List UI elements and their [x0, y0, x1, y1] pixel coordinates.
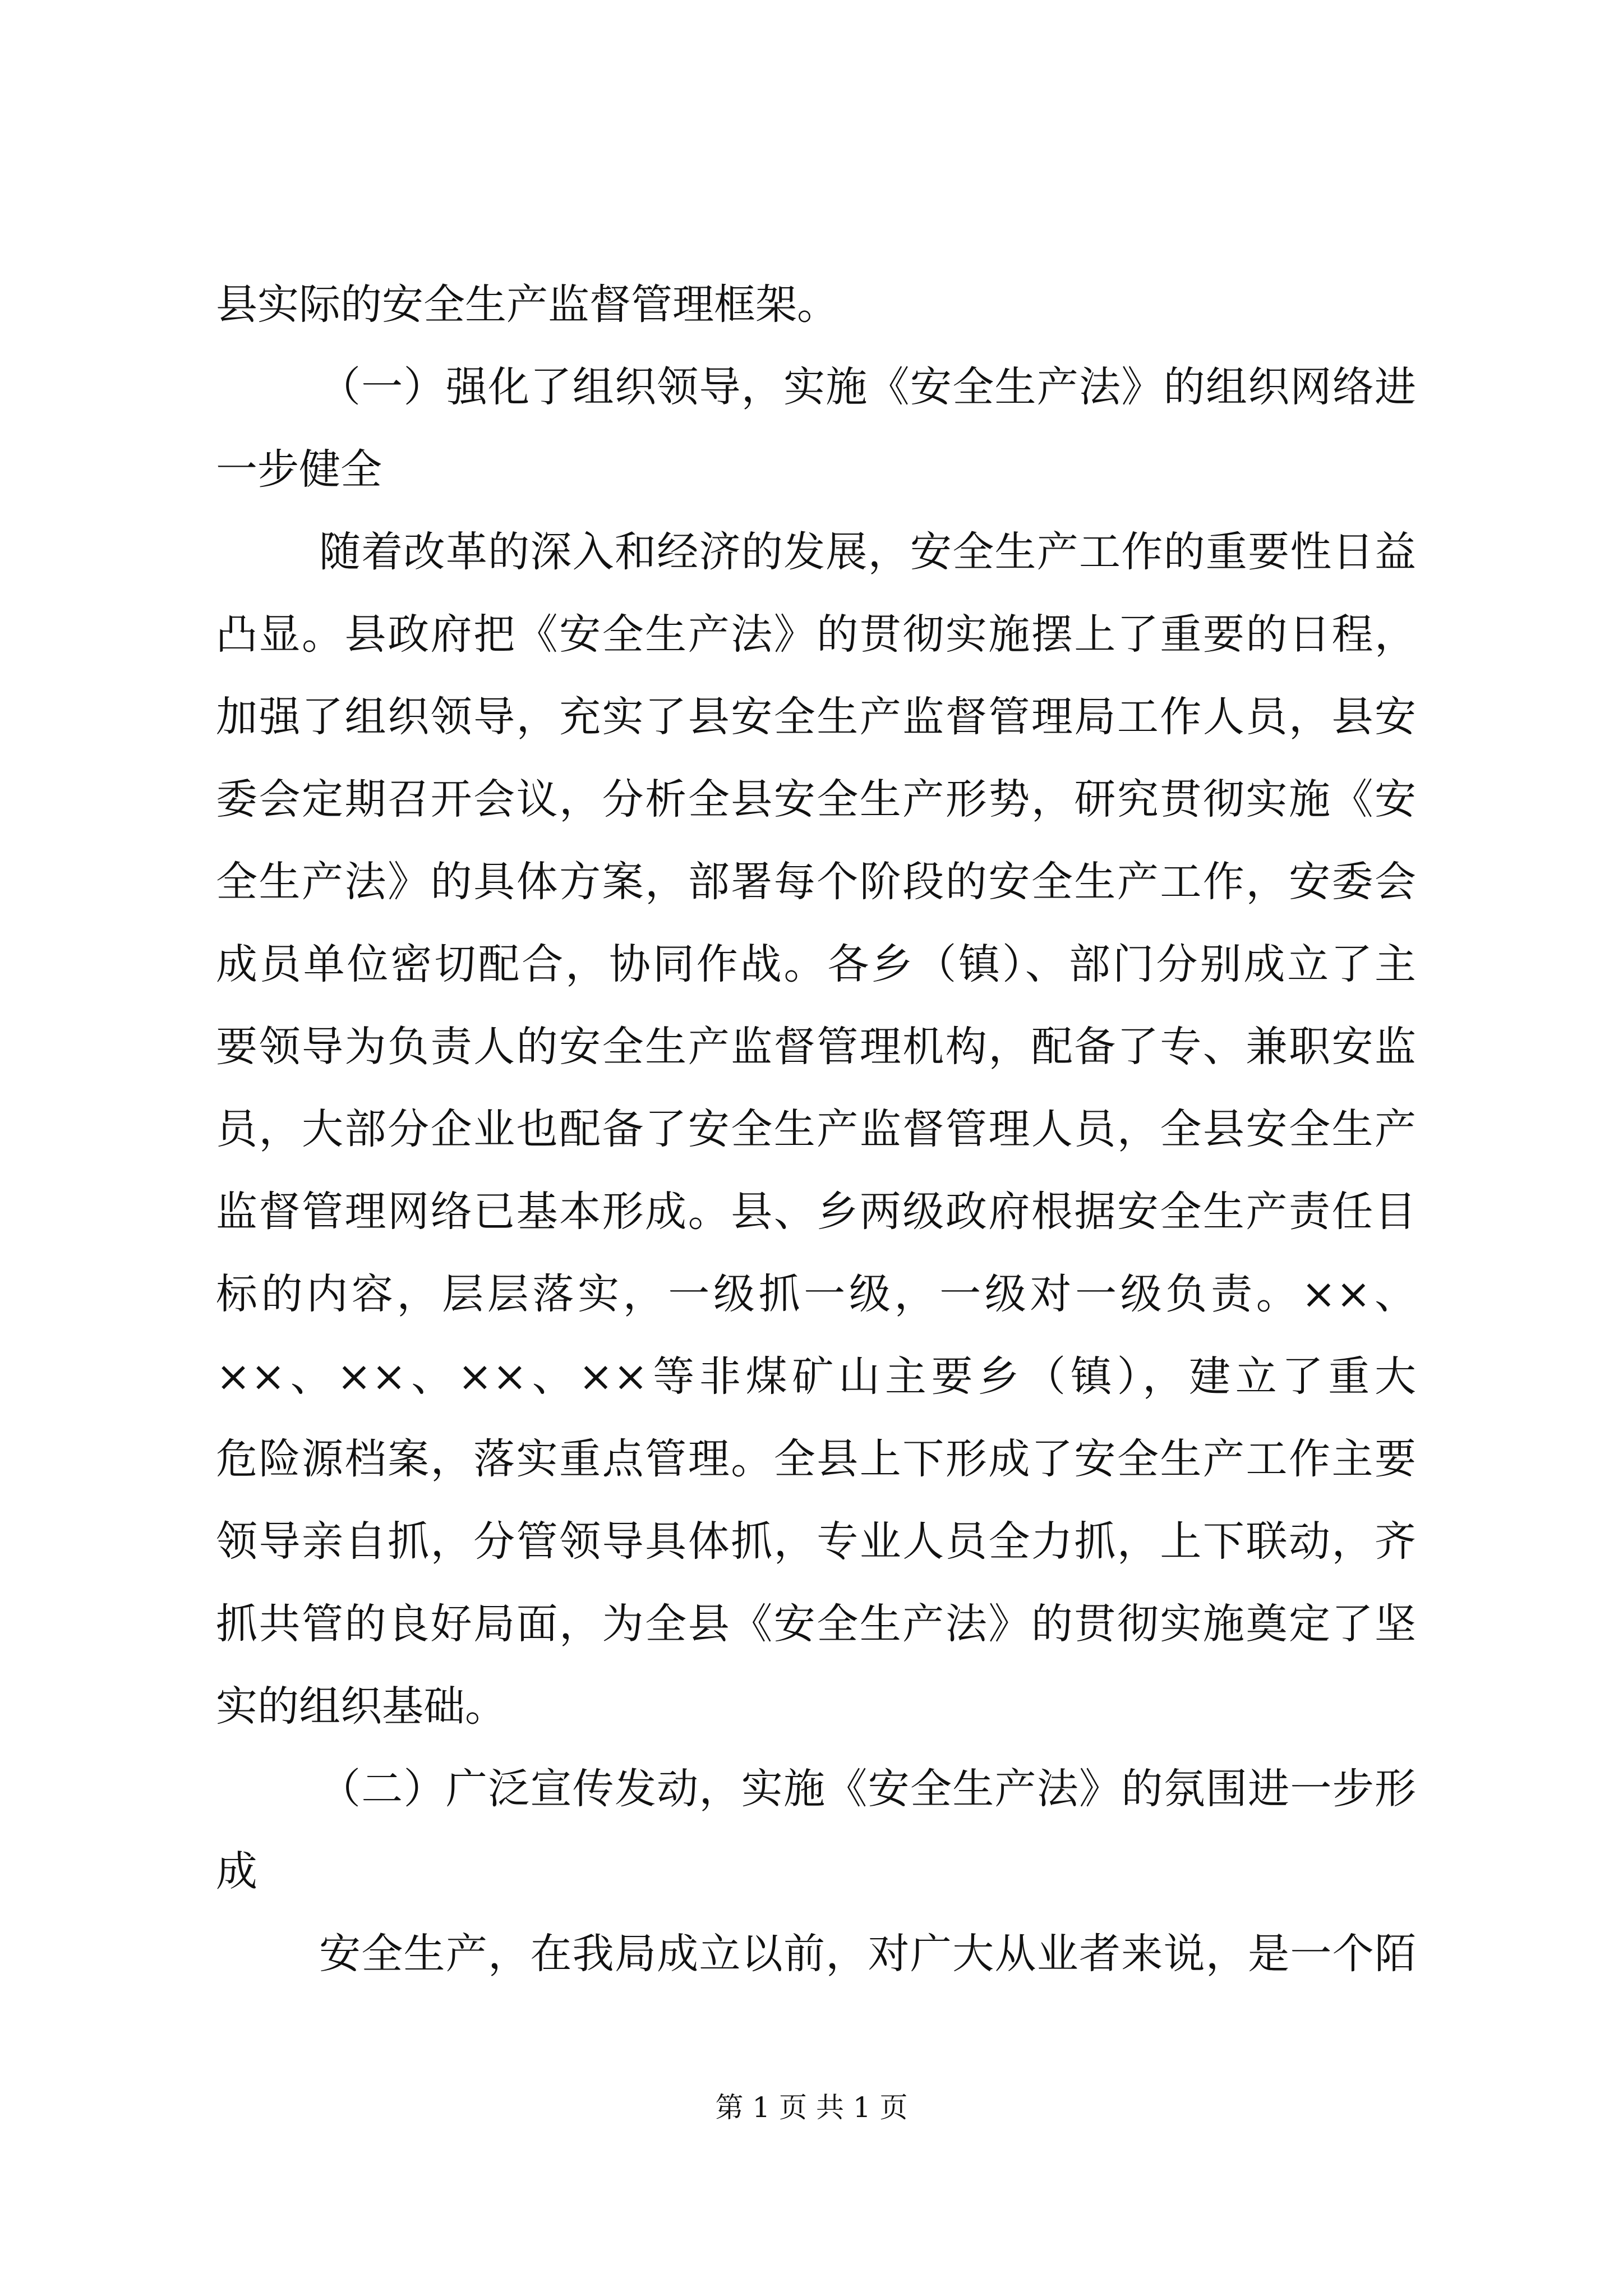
section-heading-line: （一）强化了组织领导，实施《安全生产法》的组织网络进 — [319, 363, 1416, 411]
paragraph-line: 委会定期召开会议，分析全县安全生产形势，研究贯彻实施《安 — [216, 775, 1416, 823]
document-body — [216, 264, 1416, 1995]
paragraph-line: ××、××、××、××等非煤矿山主要乡（镇），建立了重大 — [216, 1352, 1416, 1401]
paragraph-line: 县实际的安全生产监督管理框架。 — [216, 280, 838, 329]
page-footer: 第 1 页 共 1 页 — [715, 2091, 908, 2124]
paragraph-line: 领导亲自抓，分管领导具体抓，专业人员全力抓，上下联动，齐 — [216, 1517, 1416, 1566]
paragraph-line: 加强了组织领导，充实了县安全生产监督管理局工作人员，县安 — [216, 693, 1416, 741]
paragraph-line: 实的组织基础。 — [216, 1682, 506, 1731]
paragraph-line: 监督管理网络已基本形成。县、乡两级政府根据安全生产责任目 — [216, 1188, 1416, 1236]
section-heading-line: （二）广泛宣传发动，实施《安全生产法》的氛围进一步形 — [319, 1765, 1416, 1813]
paragraph-line: 全生产法》的具体方案，部署每个阶段的安全生产工作，安委会 — [216, 858, 1416, 906]
section-heading-line: 成 — [216, 1847, 257, 1895]
paragraph-line: 危险源档案，落实重点管理。全县上下形成了安全生产工作主要 — [216, 1435, 1416, 1483]
section-heading-line: 一步健全 — [216, 445, 382, 494]
paragraph-line: 抓共管的良好局面，为全县《安全生产法》的贯彻实施奠定了坚 — [216, 1600, 1416, 1648]
paragraph-line: 随着改革的深入和经济的发展，安全生产工作的重要性日益 — [319, 528, 1416, 576]
paragraph-line: 要领导为负责人的安全生产监督管理机构，配备了专、兼职安监 — [216, 1023, 1416, 1071]
paragraph-line: 员，大部分企业也配备了安全生产监督管理人员，全县安全生产 — [216, 1105, 1416, 1153]
paragraph-line: 成员单位密切配合，协同作战。各乡（镇）、部门分别成立了主 — [216, 940, 1416, 988]
paragraph-line: 凸显。县政府把《安全生产法》的贯彻实施摆上了重要的日程， — [216, 610, 1416, 659]
paragraph-line: 安全生产，在我局成立以前，对广大从业者来说，是一个陌 — [319, 1930, 1416, 1978]
paragraph-line: 标的内容，层层落实，一级抓一级，一级对一级负责。××、 — [216, 1270, 1416, 1318]
